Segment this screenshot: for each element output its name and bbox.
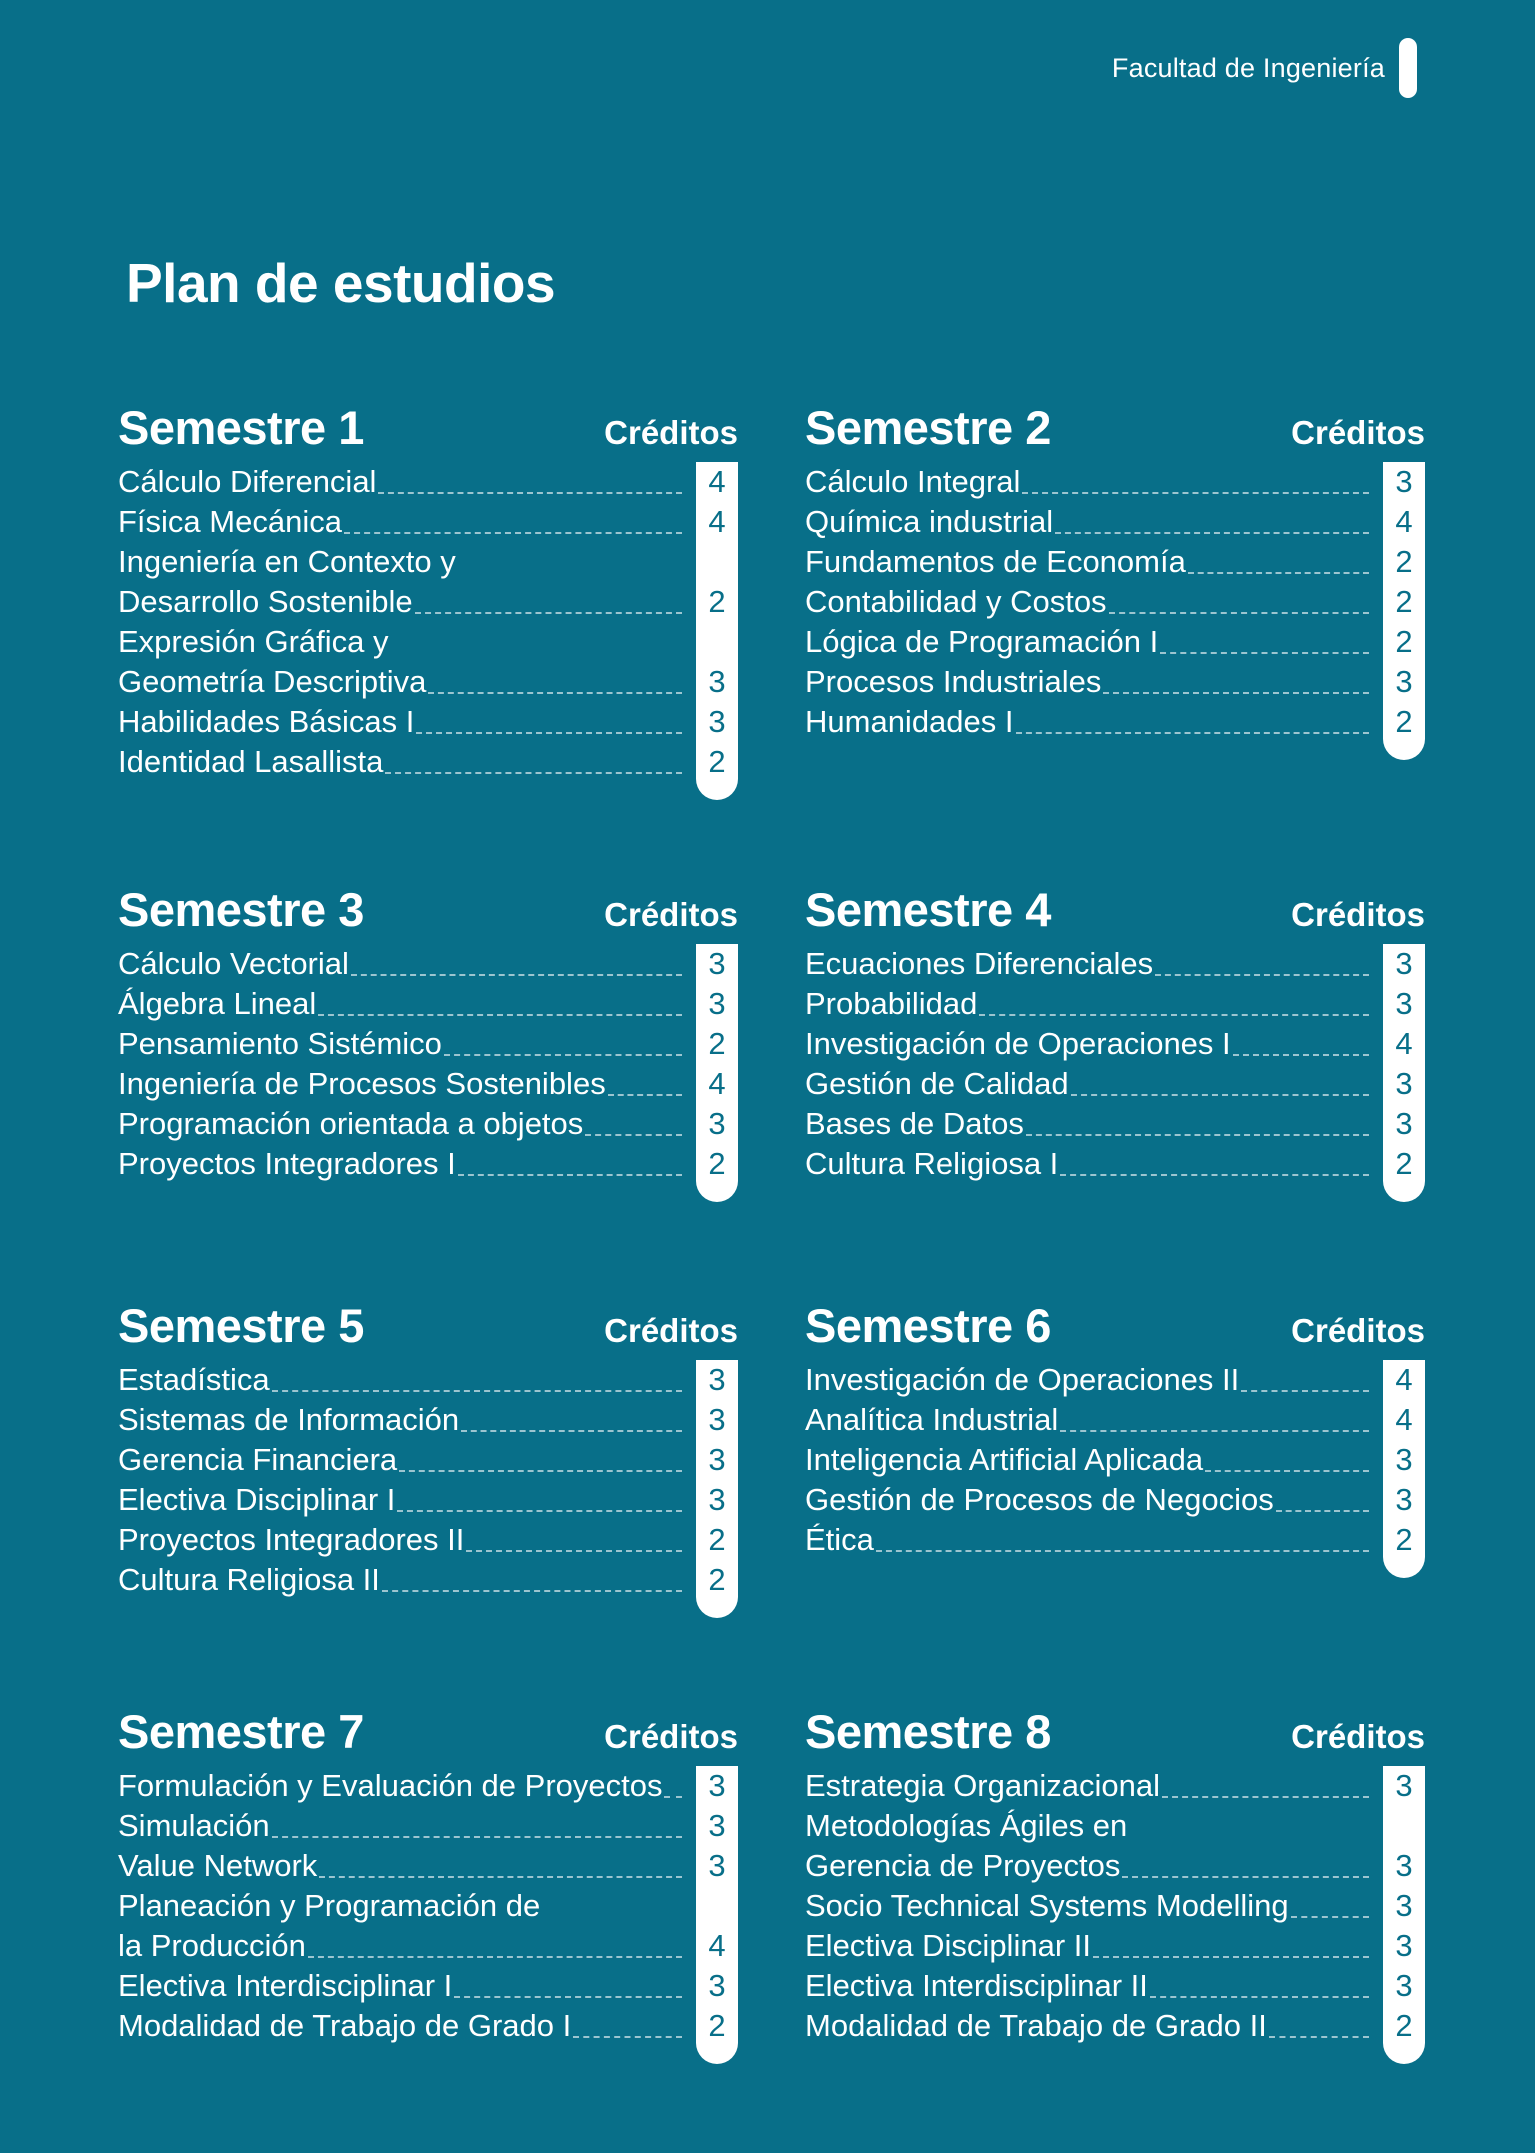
course-name: Electiva Interdisciplinar II [805,1968,1148,2003]
course-credits: 4 [708,504,726,539]
course-name: Cálculo Integral [805,464,1021,499]
course-credits: 2 [708,1146,726,1181]
course-credits: 4 [708,1066,726,1101]
course-row [118,1400,738,1440]
course-credits: 4 [1395,1402,1413,1437]
course-row [118,1886,738,1926]
course-name: Proyectos Integradores II [118,1522,465,1557]
semester-header [118,880,738,940]
course-name: Identidad Lasallista [118,744,384,779]
course-credits: 2 [1395,624,1413,659]
dotted-leader [454,1996,682,1998]
dotted-leader [1276,1510,1369,1512]
course-row [805,662,1425,702]
course-name: Gerencia de Proyectos [805,1848,1121,1883]
dotted-leader [1269,2036,1369,2038]
credits-column-label: Créditos [1291,896,1425,933]
course-credits: 3 [1395,1848,1413,1883]
dotted-leader [1233,1054,1369,1056]
course-credits: 3 [708,1362,726,1397]
faculty-name: Facultad de Ingeniería [1111,53,1385,83]
semester-block [805,880,1425,1184]
course-name: Modalidad de Trabajo de Grado I [118,2008,572,2043]
course-row [118,1520,738,1560]
course-name: Contabilidad y Costos [805,584,1107,619]
course-row [118,462,738,502]
course-row [118,662,738,702]
course-row [805,1024,1425,1064]
course-list [118,1766,738,2046]
course-name: Value Network [118,1848,318,1883]
semester-title: Semestre 6 [805,1299,1051,1352]
dotted-leader [1241,1390,1369,1392]
dotted-leader [272,1836,682,1838]
dotted-leader [397,1510,682,1512]
credits-column-label: Créditos [1291,1718,1425,1755]
course-name: Cálculo Vectorial [118,946,349,981]
dotted-leader [344,532,682,534]
course-credits: 2 [1395,544,1413,579]
dotted-leader [444,1054,682,1056]
course-row [805,582,1425,622]
course-row [805,1400,1425,1440]
semester-title: Semestre 8 [805,1705,1051,1758]
course-row [118,502,738,542]
course-row [118,702,738,742]
course-credits: 2 [708,744,726,779]
course-row [118,742,738,782]
course-row [805,1846,1425,1886]
course-row [805,1360,1425,1400]
course-row [118,1480,738,1520]
course-credits: 3 [1395,1928,1413,1963]
dotted-leader [573,2036,682,2038]
course-row [118,1806,738,1846]
course-row [805,1440,1425,1480]
course-name: Bases de Datos [805,1106,1024,1141]
course-credits: 3 [1395,664,1413,699]
course-row [118,1064,738,1104]
semester-header [805,1702,1425,1762]
semester-title: Semestre 2 [805,401,1051,454]
course-row [118,1966,738,2006]
course-name: Habilidades Básicas I [118,704,415,739]
course-credits: 3 [708,1482,726,1517]
course-credits: 3 [1395,946,1413,981]
course-credits: 3 [1395,1888,1413,1923]
dotted-leader [319,1876,682,1878]
course-credits: 3 [1395,1482,1413,1517]
course-credits: 2 [1395,1146,1413,1181]
course-name: Modalidad de Trabajo de Grado II [805,2008,1267,2043]
dotted-leader [466,1550,682,1552]
dotted-leader [1205,1470,1369,1472]
course-credits: 3 [708,1402,726,1437]
course-row [118,1926,738,1966]
semester-title: Semestre 7 [118,1705,364,1758]
course-name: Pensamiento Sistémico [118,1026,442,1061]
course-name: Proyectos Integradores I [118,1146,456,1181]
course-credits: 3 [708,1808,726,1843]
dotted-leader [1103,692,1369,694]
course-credits: 3 [708,946,726,981]
course-name: Gestión de Calidad [805,1066,1069,1101]
course-row [805,1480,1425,1520]
course-name: Geometría Descriptiva [118,664,427,699]
dotted-leader [399,1470,682,1472]
course-credits: 2 [708,1522,726,1557]
course-row [805,1926,1425,1966]
course-name: Programación orientada a objetos [118,1106,584,1141]
course-name: Electiva Disciplinar I [118,1482,396,1517]
course-row [805,462,1425,502]
dotted-leader [1016,732,1369,734]
course-credits: 3 [708,986,726,1021]
course-row [118,1440,738,1480]
semester-header [805,1296,1425,1356]
course-credits: 3 [1395,1968,1413,2003]
course-name: Electiva Interdisciplinar I [118,1968,453,2003]
course-row [805,1520,1425,1560]
course-name: Estadística [118,1362,270,1397]
course-credits: 2 [1395,1522,1413,1557]
course-name: Desarrollo Sostenible [118,584,413,619]
course-row [118,2006,738,2046]
page-header [1112,38,1417,98]
course-row [118,1766,738,1806]
course-credits: 3 [708,1442,726,1477]
semester-block [118,880,738,1184]
course-name: Cálculo Diferencial [118,464,377,499]
course-credits: 2 [708,1562,726,1597]
course-credits: 3 [708,1106,726,1141]
credits-column-label: Créditos [1291,1312,1425,1349]
course-list [118,462,738,782]
dotted-leader [378,492,682,494]
course-name: Álgebra Lineal [118,986,317,1021]
dotted-leader [1060,1430,1369,1432]
course-row [805,1064,1425,1104]
course-list [805,1360,1425,1560]
course-list [805,462,1425,742]
course-row [118,582,738,622]
course-credits: 3 [1395,1768,1413,1803]
course-credits: 2 [708,1026,726,1061]
course-credits: 3 [1395,1442,1413,1477]
dotted-leader [385,772,682,774]
semester-block [805,1702,1425,2046]
dotted-leader [1093,1956,1369,1958]
course-name: Planeación y Programación de [118,1888,541,1923]
course-name: Química industrial [805,504,1054,539]
course-row [118,984,738,1024]
credits-column-label: Créditos [604,1718,738,1755]
course-credits: 3 [708,1768,726,1803]
dotted-leader [1022,492,1369,494]
semester-header [118,398,738,458]
course-name: Lógica de Programación I [805,624,1159,659]
course-credits: 4 [1395,1362,1413,1397]
course-row [805,1144,1425,1184]
page-title: Plan de estudios [126,252,556,314]
dotted-leader [458,1174,682,1176]
course-name: Ética [805,1522,874,1557]
course-row [805,1806,1425,1846]
course-row [118,1104,738,1144]
course-name: Inteligencia Artificial Aplicada [805,1442,1204,1477]
header-tab-marker [1399,38,1417,98]
course-credits: 2 [1395,704,1413,739]
semester-title: Semestre 4 [805,883,1051,936]
course-credits: 3 [708,704,726,739]
semester-block [118,1702,738,2046]
dotted-leader [1026,1134,1369,1136]
semester-header [118,1296,738,1356]
course-name: Metodologías Ágiles en [805,1808,1128,1843]
dotted-leader [608,1094,682,1096]
course-name: Electiva Disciplinar II [805,1928,1091,1963]
course-name: Gerencia Financiera [118,1442,398,1477]
dotted-leader [1060,1174,1369,1176]
course-credits: 2 [1395,2008,1413,2043]
dotted-leader [1122,1876,1369,1878]
course-row [118,1360,738,1400]
course-row [118,622,738,662]
semester-title: Semestre 3 [118,883,364,936]
course-name: Ecuaciones Diferenciales [805,946,1154,981]
dotted-leader [272,1390,682,1392]
dotted-leader [1071,1094,1369,1096]
credits-column-label: Créditos [604,896,738,933]
semester-block [805,398,1425,742]
course-row [118,1144,738,1184]
course-row [805,1966,1425,2006]
course-credits: 4 [708,464,726,499]
semester-block [118,398,738,782]
course-row [805,622,1425,662]
course-name: la Producción [118,1928,306,1963]
dotted-leader [416,732,682,734]
course-name: Procesos Industriales [805,664,1102,699]
course-credits: 2 [708,584,726,619]
dotted-leader [461,1430,682,1432]
course-name: Gestión de Procesos de Negocios [805,1482,1274,1517]
semester-block [118,1296,738,1600]
course-row [805,1766,1425,1806]
dotted-leader [585,1134,682,1136]
course-row [805,502,1425,542]
course-credits: 2 [708,2008,726,2043]
course-name: Simulación [118,1808,270,1843]
course-name: Socio Technical Systems Modelling [805,1888,1289,1923]
course-list [118,1360,738,1600]
course-credits: 3 [708,1848,726,1883]
course-row [805,2006,1425,2046]
dotted-leader [1291,1916,1369,1918]
course-credits: 3 [1395,1066,1413,1101]
course-credits: 3 [1395,464,1413,499]
course-name: Cultura Religiosa I [805,1146,1059,1181]
dotted-leader [1150,1996,1369,1998]
dotted-leader [1188,572,1369,574]
semester-title: Semestre 1 [118,401,364,454]
dotted-leader [1055,532,1369,534]
course-name: Investigación de Operaciones II [805,1362,1240,1397]
course-row [805,944,1425,984]
course-credits: 4 [1395,1026,1413,1061]
course-credits: 4 [708,1928,726,1963]
course-name: Física Mecánica [118,504,342,539]
course-credits: 3 [1395,1106,1413,1141]
course-credits: 3 [1395,986,1413,1021]
course-name: Ingeniería de Procesos Sostenibles [118,1066,606,1101]
course-list [805,1766,1425,2046]
course-row [805,984,1425,1024]
semester-header [805,398,1425,458]
course-row [805,702,1425,742]
course-row [118,1846,738,1886]
semester-block [805,1296,1425,1560]
course-row [805,1886,1425,1926]
dotted-leader [1109,612,1369,614]
semester-header [118,1702,738,1762]
course-name: Expresión Gráfica y [118,624,389,659]
course-credits: 4 [1395,504,1413,539]
dotted-leader [664,1796,682,1798]
dotted-leader [1155,974,1369,976]
course-row [118,944,738,984]
course-row [805,1104,1425,1144]
dotted-leader [308,1956,682,1958]
course-name: Humanidades I [805,704,1014,739]
course-credits: 2 [1395,584,1413,619]
course-name: Analítica Industrial [805,1402,1059,1437]
course-list [805,944,1425,1184]
course-row [118,542,738,582]
semester-title: Semestre 5 [118,1299,364,1352]
dotted-leader [351,974,682,976]
course-name: Sistemas de Información [118,1402,460,1437]
course-name: Investigación de Operaciones I [805,1026,1231,1061]
course-name: Ingeniería en Contexto y [118,544,456,579]
dotted-leader [979,1014,1369,1016]
dotted-leader [318,1014,682,1016]
dotted-leader [428,692,682,694]
course-name: Cultura Religiosa II [118,1562,380,1597]
credits-column-label: Créditos [604,1312,738,1349]
course-row [118,1024,738,1064]
dotted-leader [1162,1796,1369,1798]
dotted-leader [876,1550,1369,1552]
course-name: Fundamentos de Economía [805,544,1186,579]
course-credits: 3 [708,664,726,699]
dotted-leader [415,612,682,614]
course-name: Probabilidad [805,986,978,1021]
dotted-leader [382,1590,682,1592]
semester-header [805,880,1425,940]
credits-column-label: Créditos [1291,414,1425,451]
course-list [118,944,738,1184]
credits-column-label: Créditos [604,414,738,451]
course-name: Formulación y Evaluación de Proyectos [118,1768,663,1803]
course-name: Estrategia Organizacional [805,1768,1160,1803]
course-row [118,1560,738,1600]
course-credits: 3 [708,1968,726,2003]
course-row [805,542,1425,582]
dotted-leader [1160,652,1369,654]
